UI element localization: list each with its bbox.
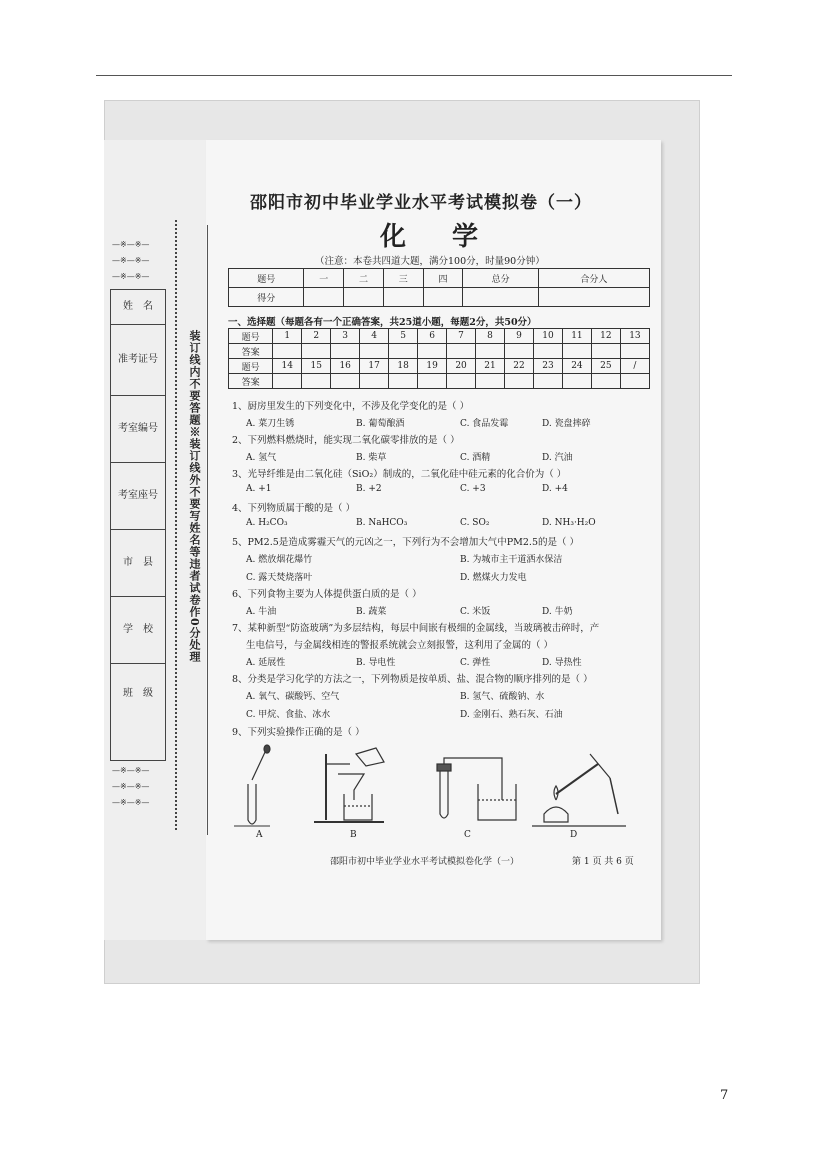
q5-option-d: D. 燃煤火力发电 (460, 573, 527, 583)
q6-option-a: A. 牛油 (246, 607, 277, 617)
strip-deco-bottom-1: —※—※— (112, 766, 150, 775)
q6-option-b: B. 蔬菜 (356, 607, 387, 617)
question-number: 21 (476, 359, 505, 374)
q4-option-b: B. NaHCO₃ (356, 518, 408, 528)
question-7-continued: 生电信号，与金属线相连的警报系统就会立刻报警，这利用了金属的（ ） (246, 640, 554, 651)
answer-cell[interactable] (273, 344, 302, 359)
question-2: 2、下列燃料燃烧时，能实现二氧化碳零排放的是（ ） (232, 435, 460, 446)
score-header: 三 (383, 269, 423, 288)
answer-cell[interactable] (360, 344, 389, 359)
q7-option-a: A. 延展性 (246, 658, 286, 668)
question-number: 6 (418, 329, 447, 344)
q7-option-d: D. 导热性 (542, 658, 582, 668)
strip-deco-top-1: —※—※— (112, 240, 150, 249)
answer-cell[interactable] (505, 344, 534, 359)
field-seat-number: 考室座号 (111, 463, 165, 530)
figure-label-a: A (256, 830, 263, 840)
score-header: 题号 (229, 269, 304, 288)
question-number: 7 (447, 329, 476, 344)
answer-table (228, 328, 650, 389)
figure-b-filtration (314, 748, 384, 822)
question-number: 4 (360, 329, 389, 344)
q5-option-b: B. 为城市主干道洒水保洁 (460, 555, 563, 565)
question-number: 11 (562, 329, 591, 344)
answer-cell[interactable] (562, 374, 591, 389)
field-room-number: 考室编号 (111, 396, 165, 463)
figure-c-gas-setup (437, 758, 516, 820)
question-number: 8 (476, 329, 505, 344)
q2-option-a: A. 氢气 (246, 453, 277, 463)
question-number: 16 (331, 359, 360, 374)
answer-cell[interactable] (533, 374, 562, 389)
answer-cell[interactable] (591, 344, 620, 359)
exam-subject: 化学 (380, 222, 525, 252)
q5-option-a: A. 燃放烟花爆竹 (246, 555, 313, 565)
q3-option-a: A. +1 (246, 484, 272, 494)
answer-cell[interactable] (418, 374, 447, 389)
question-4: 4、下列物质属于酸的是（ ） (232, 503, 356, 514)
answer-cell[interactable] (273, 374, 302, 389)
score-cell[interactable] (383, 288, 423, 307)
score-header: 总分 (463, 269, 538, 288)
question-number: 23 (533, 359, 562, 374)
q7-option-b: B. 导电性 (356, 658, 396, 668)
answer-cell[interactable] (331, 374, 360, 389)
question-number: 14 (273, 359, 302, 374)
q8-option-b: B. 氢气、硫酸钠、水 (460, 692, 545, 702)
question-number: 13 (620, 329, 649, 344)
figure-label-d: D (570, 830, 578, 840)
field-school: 学 校 (111, 597, 165, 664)
answer-label: 答案 (229, 374, 273, 389)
q4-option-a: A. H₂CO₃ (246, 518, 288, 528)
question-3: 3、光导纤维是由二氧化硅（SiO₂）制成的，二氧化硅中硅元素的化合价为（ ） (232, 469, 567, 480)
score-cell[interactable] (463, 288, 538, 307)
score-cell[interactable] (304, 288, 344, 307)
question-6: 6、下列食物主要为人体提供蛋白质的是（ ） (232, 589, 422, 600)
question-number: 12 (591, 329, 620, 344)
answer-cell[interactable] (562, 344, 591, 359)
question-number: 3 (331, 329, 360, 344)
exam-title: 邵阳市初中毕业学业水平考试模拟卷（一） (250, 193, 592, 213)
question-number: 5 (389, 329, 418, 344)
answer-cell[interactable] (620, 374, 649, 389)
score-table (228, 268, 650, 307)
question-number: 15 (302, 359, 331, 374)
question-number: 17 (360, 359, 389, 374)
exam-note: （注意：本卷共四道大题，满分100分，时量90分钟） (315, 256, 545, 267)
question-number: 10 (533, 329, 562, 344)
question-number: 19 (418, 359, 447, 374)
question-number: 2 (302, 329, 331, 344)
q4-option-d: D. NH₃·H₂O (542, 518, 596, 528)
question-number: 18 (389, 359, 418, 374)
figure-label-b: B (350, 830, 357, 840)
answer-cell[interactable] (476, 374, 505, 389)
answer-row-label: 题号 (229, 329, 273, 344)
field-city: 市 县 (111, 530, 165, 597)
sheet-footer-title: 邵阳市初中毕业学业水平考试模拟卷化学（一） (330, 857, 520, 867)
binding-solid-line (207, 225, 208, 835)
q3-option-d: D. +4 (542, 484, 568, 494)
strip-deco-top-3: —※—※— (112, 272, 150, 281)
score-cell[interactable] (538, 288, 649, 307)
q6-option-c: C. 米饭 (460, 607, 491, 617)
page-number: 7 (720, 1088, 729, 1103)
answer-cell[interactable] (302, 374, 331, 389)
q8-option-c: C. 甲烷、食盐、冰水 (246, 710, 331, 720)
section-1-heading: 一、选择题（每题各有一个正确答案，共25道小题，每题2分，共50分） (228, 317, 537, 328)
answer-cell[interactable] (360, 374, 389, 389)
figure-d-heating (532, 754, 626, 826)
question-number: 25 (591, 359, 620, 374)
q3-option-b: B. +2 (356, 484, 382, 494)
score-cell[interactable] (344, 288, 384, 307)
q1-option-a: A. 菜刀生锈 (246, 419, 295, 429)
strip-deco-bottom-3: —※—※— (112, 798, 150, 807)
score-header: 一 (304, 269, 344, 288)
binding-warning-text: 装订线内不要答题※装订线外不要写姓名等违者试卷作0分处理 (188, 330, 201, 663)
answer-cell[interactable] (620, 344, 649, 359)
answer-cell[interactable] (447, 344, 476, 359)
binding-dotted-line (175, 220, 177, 830)
sheet-footer-page: 第 1 页 共 6 页 (572, 857, 634, 867)
field-class: 班 级 (123, 688, 153, 699)
q2-option-b: B. 柴草 (356, 453, 387, 463)
student-info-box (110, 289, 166, 761)
question-9-figures (226, 744, 646, 846)
question-9: 9、下列实验操作正确的是（ ） (232, 727, 365, 738)
question-number: / (620, 359, 649, 374)
question-number: 1 (273, 329, 302, 344)
strip-deco-top-2: —※—※— (112, 256, 150, 265)
answer-cell[interactable] (476, 344, 505, 359)
question-number: 9 (505, 329, 534, 344)
answer-cell[interactable] (331, 344, 360, 359)
question-number: 20 (447, 359, 476, 374)
q5-option-c: C. 露天焚烧落叶 (246, 573, 313, 583)
answer-cell[interactable] (389, 374, 418, 389)
answer-cell[interactable] (591, 374, 620, 389)
q8-option-d: D. 金刚石、熟石灰、石油 (460, 710, 563, 720)
q4-option-c: C. SO₂ (460, 518, 490, 528)
strip-deco-bottom-2: —※—※— (112, 782, 150, 791)
score-header: 合分人 (538, 269, 649, 288)
figure-label-c: C (464, 830, 471, 840)
q1-option-d: D. 瓷盘摔碎 (542, 419, 591, 429)
header-rule (96, 75, 732, 76)
q2-option-c: C. 酒精 (460, 453, 491, 463)
answer-row-label: 题号 (229, 359, 273, 374)
field-name: 姓 名 (111, 290, 165, 325)
q2-option-d: D. 汽油 (542, 453, 573, 463)
q8-option-a: A. 氧气、碳酸钙、空气 (246, 692, 340, 702)
q1-option-b: B. 葡萄酿酒 (356, 419, 405, 429)
answer-cell[interactable] (418, 344, 447, 359)
score-header: 二 (344, 269, 384, 288)
score-row-label: 得分 (229, 288, 304, 307)
q6-option-d: D. 牛奶 (542, 607, 573, 617)
q7-option-c: C. 弹性 (460, 658, 491, 668)
score-header: 四 (423, 269, 463, 288)
answer-cell[interactable] (533, 344, 562, 359)
question-5: 5、PM2.5是造成雾霾天气的元凶之一，下列行为不会增加大气中PM2.5的是（ ） (232, 537, 580, 548)
figure-a-test-tube (234, 745, 270, 826)
answer-label: 答案 (229, 344, 273, 359)
question-8: 8、分类是学习化学的方法之一，下列物质是按单质、盐、混合物的顺序排列的是（ ） (232, 674, 593, 685)
question-number: 22 (505, 359, 534, 374)
answer-cell[interactable] (302, 344, 331, 359)
question-1: 1、厨房里发生的下列变化中，不涉及化学变化的是（ ） (232, 401, 470, 412)
question-7: 7、某种新型“防盗玻璃”为多层结构，每层中间嵌有极细的金属线，当玻璃被击碎时，产 (232, 623, 600, 634)
field-exam-number: 准考证号 (111, 325, 165, 396)
q3-option-c: C. +3 (460, 484, 486, 494)
q1-option-c: C. 食品发霉 (460, 419, 509, 429)
score-cell[interactable] (423, 288, 463, 307)
answer-cell[interactable] (447, 374, 476, 389)
answer-cell[interactable] (389, 344, 418, 359)
answer-cell[interactable] (505, 374, 534, 389)
question-number: 24 (562, 359, 591, 374)
